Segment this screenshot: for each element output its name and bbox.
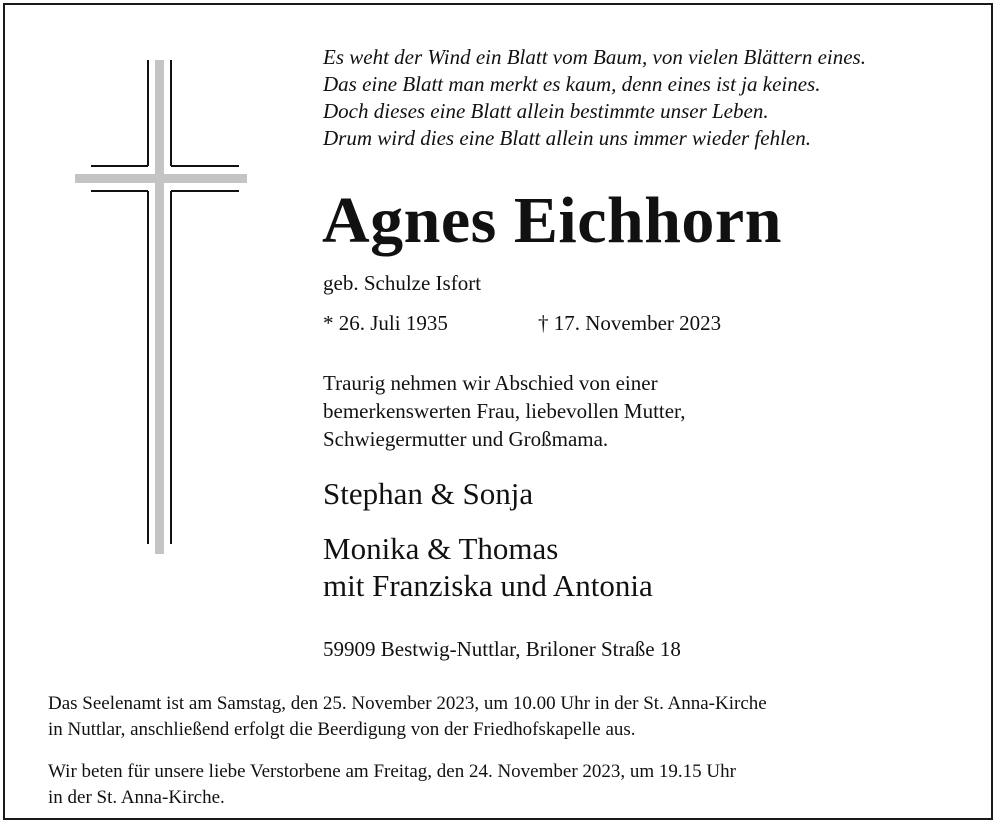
birth-date: * 26. Juli 1935 bbox=[323, 311, 448, 335]
message-line: Traurig nehmen wir Abschied von einer bbox=[323, 371, 658, 395]
poem-line: Das eine Blatt man merkt es kaum, denn eines ist ja keines. bbox=[323, 72, 821, 96]
family-line: mit Franziska und Antonia bbox=[323, 568, 653, 603]
family-group-2 bbox=[323, 530, 653, 604]
message-line: Schwiegermutter und Großmama. bbox=[323, 427, 609, 451]
message-line: bemerkenswerten Frau, liebevollen Mutter, bbox=[323, 399, 686, 423]
family-group-1: Stephan & Sonja bbox=[323, 476, 534, 511]
poem bbox=[323, 44, 866, 152]
poem-line: Drum wird dies eine Blatt allein uns immer wieder fehlen. bbox=[323, 126, 811, 150]
family-line: Monika & Thomas bbox=[323, 531, 559, 566]
requiem-info bbox=[48, 691, 767, 743]
deceased-name: Agnes Eichhorn bbox=[322, 184, 782, 257]
info-line: Das Seelenamt ist am Samstag, den 25. November 2023, um 10.00 Uhr in der St. Anna-Kirche bbox=[48, 693, 767, 714]
farewell-message bbox=[323, 369, 685, 453]
cross-icon bbox=[75, 60, 247, 554]
prayer-info bbox=[48, 759, 736, 811]
info-line: Wir beten für unsere liebe Verstorbene am Freitag, den 24. November 2023, um 19.15 Uhr bbox=[48, 761, 736, 782]
info-line: in Nuttlar, anschließend erfolgt die Beerdigung von der Friedhofskapelle aus. bbox=[48, 719, 636, 740]
death-date: † 17. November 2023 bbox=[538, 311, 722, 335]
poem-line: Es weht der Wind ein Blatt vom Baum, von vielen Blättern eines. bbox=[323, 45, 866, 69]
info-line: in der St. Anna-Kirche. bbox=[48, 787, 225, 808]
birth-name: geb. Schulze Isfort bbox=[323, 271, 482, 295]
poem-line: Doch dieses eine Blatt allein bestimmte unser Leben. bbox=[323, 99, 769, 123]
address: 59909 Bestwig-Nuttlar, Briloner Straße 18 bbox=[323, 637, 681, 661]
